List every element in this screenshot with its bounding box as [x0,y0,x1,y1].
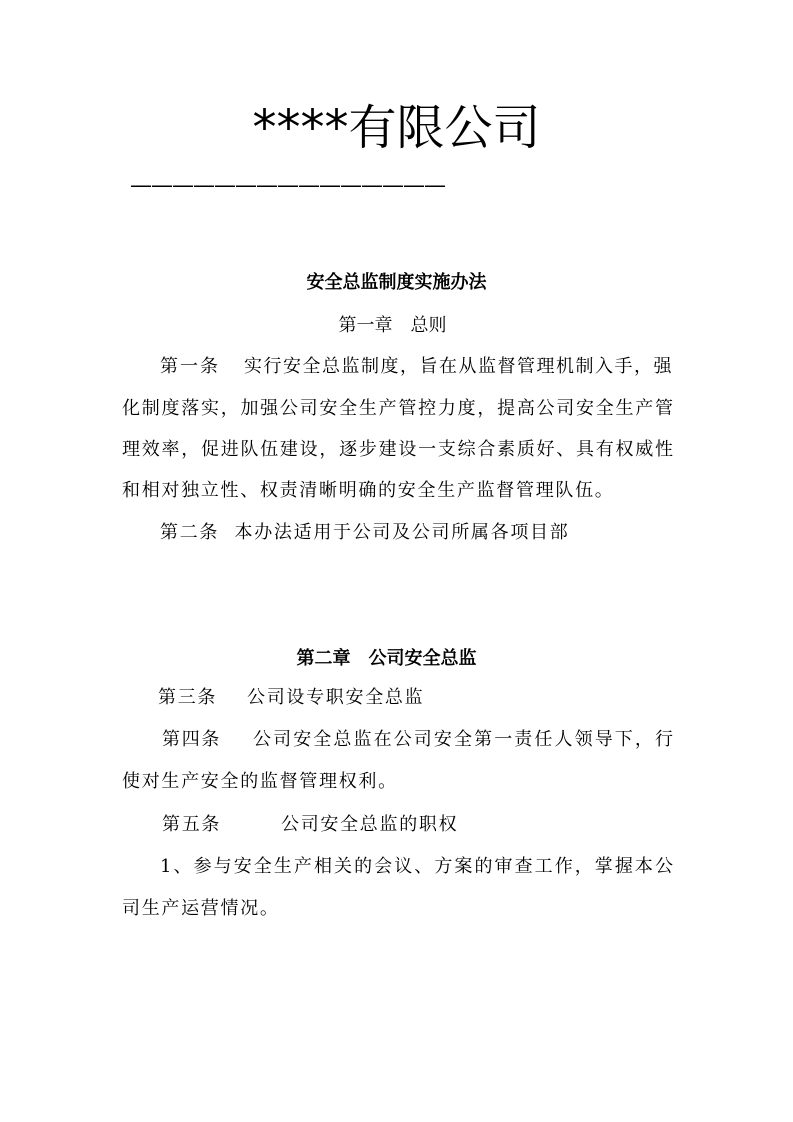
article-text: 本办法适用于公司及公司所属各项目部 [234,522,570,543]
article-1-line-3: 理效率，促进队伍建设，逐步建设一支综合素质好、具有权威性 [122,439,673,460]
article-label: 第二条 [160,522,220,543]
header-rule: ——————————————— [130,174,445,198]
article-5 [162,813,459,837]
article-label: 第四条 [162,729,222,750]
item-1-line-1: 1、参与安全生产相关的会议、方案的审查工作，掌握本公 [160,856,673,877]
article-label: 第三条 [158,687,218,708]
article-4-line-2: 使对生产安全的监督管理权利。 [122,771,398,792]
article-1-line-2: 化制度落实，加强公司安全生产管控力度，提高公司安全生产管 [122,398,673,419]
chapter-1-title: 第一章 总则 [338,315,447,336]
article-label: 第五条 [162,814,222,835]
document-title: 安全总监制度实施办法 [306,272,487,293]
chapter-2-title: 第二章 公司安全总监 [296,648,477,669]
article-label: 第一条 [160,356,220,377]
article-text: 实行安全总监制度，旨在从监督管理机制入手，强 [244,356,673,377]
item-1-line-2: 司生产运营情况。 [122,898,280,919]
article-1-line-4: 和相对独立性、权责清晰明确的安全生产监督管理队伍。 [122,480,615,501]
article-2 [160,521,569,545]
article-4-line-1 [162,728,673,752]
article-3 [158,686,425,710]
article-1-line-1 [160,355,673,379]
article-text: 公司安全总监的职权 [281,814,459,835]
article-text: 公司设专职安全总监 [247,687,425,708]
company-name: ****有限公司 [252,100,541,156]
article-text: 公司安全总监在公司安全第一责任人领导下，行 [253,729,673,750]
